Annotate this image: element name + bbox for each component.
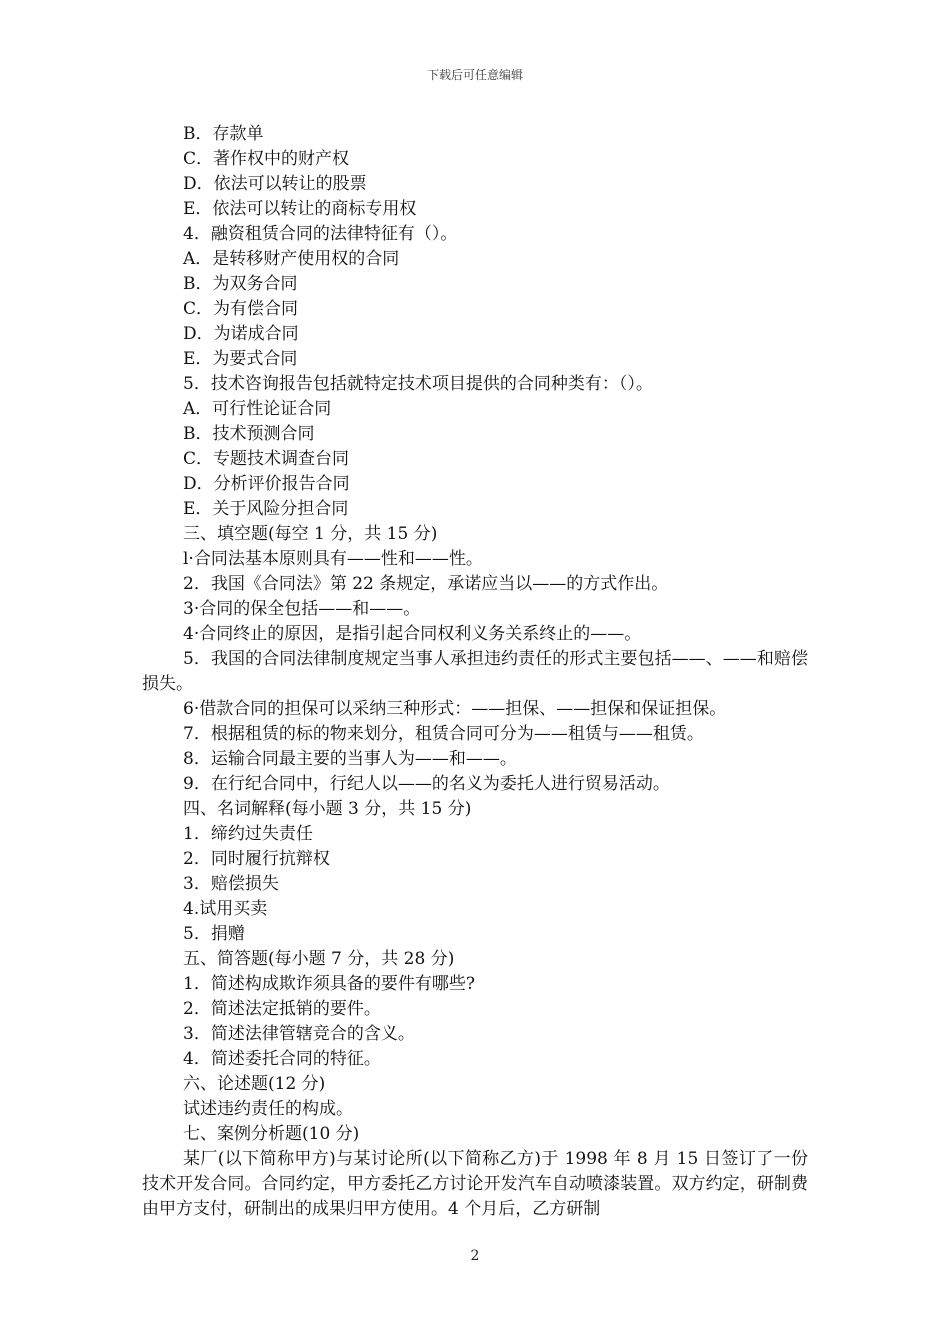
- document-body: [142, 122, 808, 1222]
- option-line: C．专题技术调查台同: [183, 449, 350, 469]
- option-line: D．分析评价报告合同: [183, 474, 350, 494]
- question-line: 7．根据租赁的标的物来划分，租赁合同可分为——租赁与——租赁。: [183, 724, 704, 744]
- question-line: 5．捐赠: [183, 924, 245, 944]
- question-line: l·合同法基本原则具有——性和——性。: [183, 549, 483, 569]
- option-line: A．可行性论证合同: [183, 399, 332, 419]
- option-line: D．为诺成合同: [183, 324, 299, 344]
- section-heading: 四、名词解释(每小题 3 分，共 15 分): [183, 799, 472, 819]
- question-line: 4．简述委托合同的特征。: [183, 1049, 381, 1069]
- option-line: C．著作权中的财产权: [183, 149, 350, 169]
- question-line: 4·合同终止的原因，是指引起合同权利义务关系终止的——。: [183, 624, 642, 644]
- section-heading: 五、简答题(每小题 7 分，共 28 分): [183, 949, 455, 969]
- question-line: 5．技术咨询报告包括就特定技术项目提供的合同种类有：（）。: [183, 374, 653, 394]
- page-number: 2: [470, 1248, 480, 1264]
- section-heading: 三、填空题(每空 1 分，共 15 分): [183, 524, 438, 544]
- question-line: 3．赔偿损失: [183, 874, 279, 894]
- question-line: 2．我国《合同法》第 22 条规定，承诺应当以——的方式作出。: [183, 574, 669, 594]
- option-line: E．为要式合同: [183, 349, 298, 369]
- question-line: 2．同时履行抗辩权: [183, 849, 330, 869]
- case-paragraph: 某厂(以下简称甲方)与某讨论所(以下简称乙方)于 1998 年 8 月 15 日签订了一份技术开发合同。合同约定，甲方委托乙方讨论开发汽车自动喷漆装置。双方约定，研制费由甲方支付，研制出的成果归甲方使用。4 个月后，乙方研制: [142, 1149, 808, 1219]
- question-line: 1．缔约过失责任: [183, 824, 313, 844]
- question-line: 试述违约责任的构成。: [183, 1099, 353, 1119]
- option-line: E．关于风险分担合同: [183, 499, 349, 519]
- option-line: B．为双务合同: [183, 274, 298, 294]
- question-line: 5．我国的合同法律制度规定当事人承担违约责任的形式主要包括——、——和赔偿损失。: [142, 649, 808, 694]
- question-line: 8．运输合同最主要的当事人为——和——。: [183, 749, 517, 769]
- section-heading: 六、论述题(12 分): [183, 1074, 326, 1094]
- section-heading: 七、案例分析题(10 分): [183, 1124, 360, 1144]
- question-line: 1．简述构成欺诈须具备的要件有哪些?: [183, 974, 475, 994]
- question-line: 3．简述法律管辖竞合的含义。: [183, 1024, 415, 1044]
- option-line: B．技术预测合同: [183, 424, 315, 444]
- question-line: 9．在行纪合同中，行纪人以——的名义为委托人进行贸易活动。: [183, 774, 670, 794]
- question-line: 6·借款合同的担保可以采纳三种形式：——担保、——担保和保证担保。: [183, 699, 727, 719]
- option-line: C．为有偿合同: [183, 299, 299, 319]
- question-line: 3·合同的保全包括——和——。: [183, 599, 421, 619]
- option-line: D．依法可以转让的股票: [183, 174, 367, 194]
- option-line: E．依法可以转让的商标专用权: [183, 199, 417, 219]
- question-line: 4.试用买卖: [183, 899, 268, 919]
- question-line: 4．融资租赁合同的法律特征有（）。: [183, 224, 458, 244]
- question-line: 2．简述法定抵销的要件。: [183, 999, 381, 1019]
- option-line: B．存款单: [183, 124, 264, 144]
- option-line: A．是转移财产使用权的合同: [183, 249, 400, 269]
- page-header: 下载后可任意编辑: [426, 68, 523, 82]
